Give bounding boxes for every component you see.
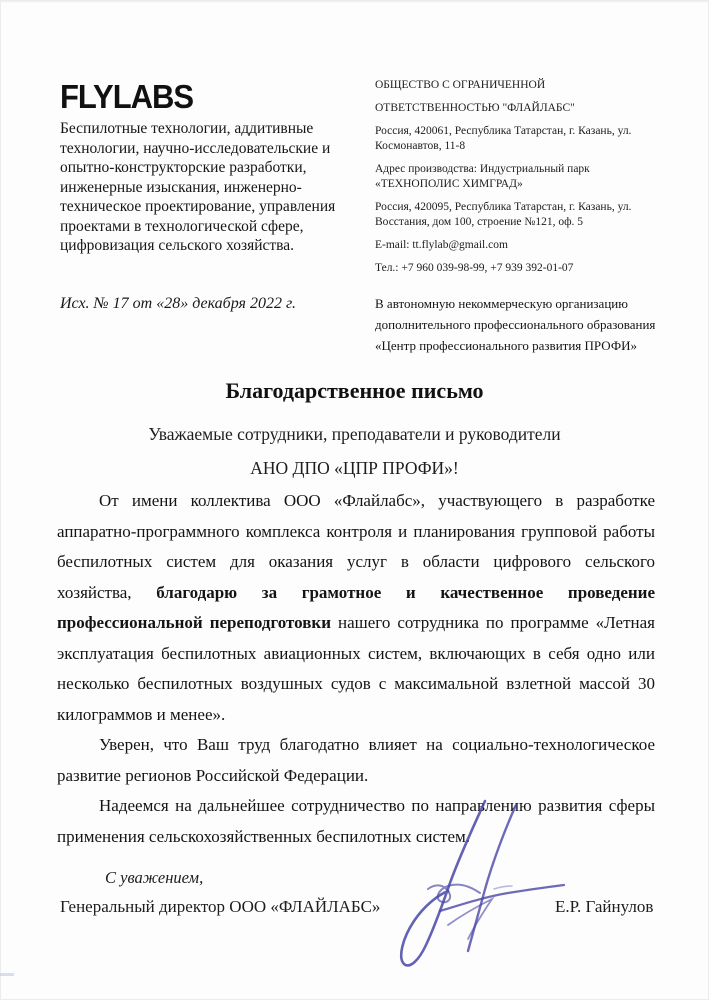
signer-name: Е.Р. Гайнулов	[555, 897, 654, 916]
paragraph-1-bold-text: благодарю за грамотное и качественное проведение профессиональной переподготовки	[57, 582, 656, 632]
salutation-line-1: Уважаемые сотрудники, преподаватели и руководители	[148, 424, 561, 444]
signer-title: Генеральный директор ООО «ФЛАЙЛАБС»	[60, 897, 381, 916]
email-line: E-mail: tt.flylab@gmail.com	[375, 239, 508, 251]
company-details-block	[375, 78, 667, 284]
company-name-line-2: ОТВЕТСТВЕННОСТЬЮ "ФЛАЙЛАБС"	[375, 102, 575, 114]
paragraph-1	[57, 486, 655, 730]
outgoing-reference: Исх. № 17 от «28» декабря 2022 г.	[60, 295, 296, 312]
paragraph-3: Надеемся на дальнейшее сотрудничество по направлению развития сферы применения сельскохозяйственных беспилотных систем.	[57, 796, 655, 846]
production-address: Адрес производства: Индустриальный парк «ТЕХНОПОЛИС ХИМГРАД»	[375, 163, 590, 190]
phone-line: Тел.: +7 960 039-98-99, +7 939 392-01-07	[375, 262, 574, 274]
company-description: Беспилотные технологии, аддитивные технологии, научно-исследовательские и опытно-конструкторские разработки, инженерные изыскания, инженерно-техническое проектирование, управления проектами в технологической сфере, цифровизация сельского хозяйства.	[60, 120, 336, 254]
company-logo: FLYLABS	[60, 78, 194, 116]
handwritten-signature	[388, 793, 573, 978]
closing-phrase: С уважением,	[105, 868, 204, 887]
paragraph-1-tail-text: нашего сотрудника по программе «Летная эксплуатация беспилотных авиационных систем, включающих в себя одно или несколько беспилотных воздушных судов с максимальной взлетной массой 30 килограммов и менее».	[57, 613, 655, 724]
salutation-line-2: АНО ДПО «ЦПР ПРОФИ»!	[250, 458, 459, 478]
paragraph-1-text: От имени коллектива ООО «Флайлабс», участвующего в разработке аппаратно-программного комплекса контроля и планирования групповой работы беспилотных систем для оказания услуг в области цифрового сельского хозяйства,	[57, 491, 655, 602]
legal-address: Россия, 420061, Республика Татарстан, г. Казань, ул. Космонавтов, 11-8	[375, 125, 632, 152]
letter-title: Благодарственное письмо	[225, 378, 484, 403]
company-name-line-1: ОБЩЕСТВО С ОГРАНИЧЕННОЙ	[375, 79, 546, 91]
paragraph-2: Уверен, что Ваш труд благодатно влияет на социально-технологическое развитие регионов Российской Федерации.	[57, 735, 655, 785]
scan-artifact	[0, 973, 14, 976]
secondary-address: Россия, 420095, Республика Татарстан, г. Казань, ул. Восстания, дом 100, строение №121, оф. 5	[375, 201, 632, 228]
recipient-block: В автономную некоммерческую организацию дополнительного профессионального образования «Центр профессионального развития ПРОФИ»	[375, 296, 656, 353]
